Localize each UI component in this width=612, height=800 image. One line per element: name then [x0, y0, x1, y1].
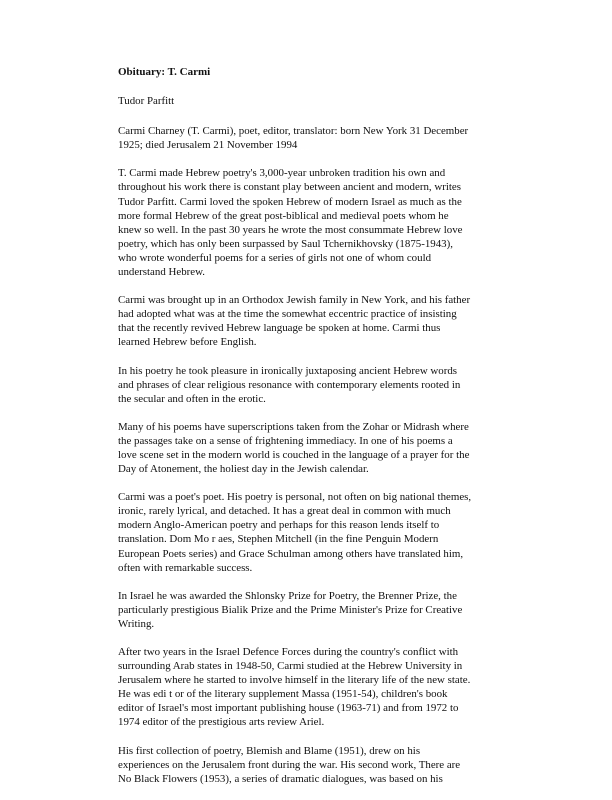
- text-line: His first collection of poetry, Blemish and Blame (1951), drew on his: [118, 744, 421, 757]
- text-line: modern Anglo-American poetry and perhaps for this reason lends itself to: [118, 519, 440, 532]
- text-line: particularly prestigious Bialik Prize and the Prime Minister's Prize for Creative: [118, 603, 463, 616]
- text-line: T. Carmi made Hebrew poetry's 3,000-year unbroken tradition his own and: [118, 167, 446, 180]
- text-line: He was edi t or of the literary supplement Massa (1951-54), children's book: [118, 688, 448, 701]
- text-line: throughout his work there is constant play between ancient and modern, writes: [118, 181, 461, 194]
- text-line: the secular and often in the erotic.: [118, 392, 266, 405]
- text-line: In his poetry he took pleasure in ironically juxtaposing ancient Hebrew words: [118, 364, 458, 377]
- text-line: editor of Israel's most important publishing house (1963-71) and from 1972 to: [118, 702, 459, 715]
- text-line: surrounding Arab states in 1948-50, Carmi studied at the Hebrew University in: [118, 660, 463, 673]
- text-line: Carmi was brought up in an Orthodox Jewish family in New York, and his father: [118, 294, 471, 307]
- paragraph: [118, 490, 518, 575]
- text-line: Writing.: [118, 617, 155, 630]
- paragraph: [118, 293, 518, 349]
- text-line: often with remarkable success.: [118, 561, 253, 574]
- text-line: translation. Dom Mo r aes, Stephen Mitchell (in the fine Penguin Modern: [118, 533, 439, 546]
- paragraph: [118, 744, 518, 786]
- text-line: and phrases of clear religious resonance with contemporary elements rooted in: [118, 378, 461, 391]
- document-title: Obituary: T. Carmi: [118, 66, 211, 78]
- text-line: In Israel he was awarded the Shlonsky Prize for Poetry, the Brenner Prize, the: [118, 589, 457, 602]
- paragraph: [118, 645, 518, 730]
- text-line: knew so well. In the past 30 years he wrote the most consummate Hebrew love: [118, 223, 463, 236]
- document-author: Tudor Parfitt: [118, 95, 175, 108]
- text-line: experiences on the Jerusalem front during the war. His second work, There are: [118, 758, 461, 771]
- text-line: Carmi Charney (T. Carmi), poet, editor, translator: born New York 31 December: [118, 125, 469, 138]
- text-line: learned Hebrew before English.: [118, 336, 257, 349]
- text-line: No Black Flowers (1953), a series of dramatic dialogues, was based on his: [118, 772, 443, 785]
- text-line: After two years in the Israel Defence Forces during the country's conflict with: [118, 646, 459, 658]
- text-line: more formal Hebrew of the great post-biblical and medieval poets whom he: [118, 209, 449, 222]
- text-line: love scene set in the modern world is couched in the language of a prayer for the: [118, 448, 470, 461]
- text-line: that the recently revived Hebrew language be spoken at home. Carmi thus: [118, 322, 441, 335]
- paragraph: [118, 166, 518, 279]
- text-line: 1925; died Jerusalem 21 November 1994: [118, 139, 298, 152]
- text-line: the passages take on a sense of frightening immediacy. In one of his poems a: [118, 434, 453, 447]
- document-body: [118, 65, 518, 800]
- paragraph: [118, 124, 518, 152]
- text-line: who wrote wonderful poems for a series of girls not one of whom could: [118, 251, 432, 264]
- text-line: Carmi was a poet's poet. His poetry is personal, not often on big national themes,: [118, 491, 472, 504]
- text-line: ironic, rarely lyrical, and detached. It has a great deal in common with much: [118, 505, 451, 518]
- text-line: Day of Atonement, the holiest day in the Jewish calendar.: [118, 463, 369, 476]
- text-line: Many of his poems have superscriptions taken from the Zohar or Midrash where: [118, 420, 469, 433]
- text-line: Jerusalem where he started to involve himself in the literary life of the new state.: [118, 674, 471, 687]
- paragraph: [118, 589, 518, 631]
- text-line: European Poets series) and Grace Schulman among others have translated him,: [118, 547, 464, 560]
- text-line: had adopted what was at the time the somewhat eccentric practice of insisting: [118, 308, 457, 321]
- text-line: 1974 editor of the prestigious arts review Ariel.: [118, 716, 325, 729]
- text-line: Tudor Parfitt. Carmi loved the spoken Hebrew of modern Israel as much as the: [118, 195, 462, 208]
- text-line: poetry, which has only been surpassed by Saul Tchernikhovsky (1875-1943),: [118, 237, 453, 250]
- paragraph-list: [118, 124, 518, 786]
- paragraph: [118, 364, 518, 406]
- text-line: understand Hebrew.: [118, 266, 205, 279]
- paragraph: [118, 420, 518, 476]
